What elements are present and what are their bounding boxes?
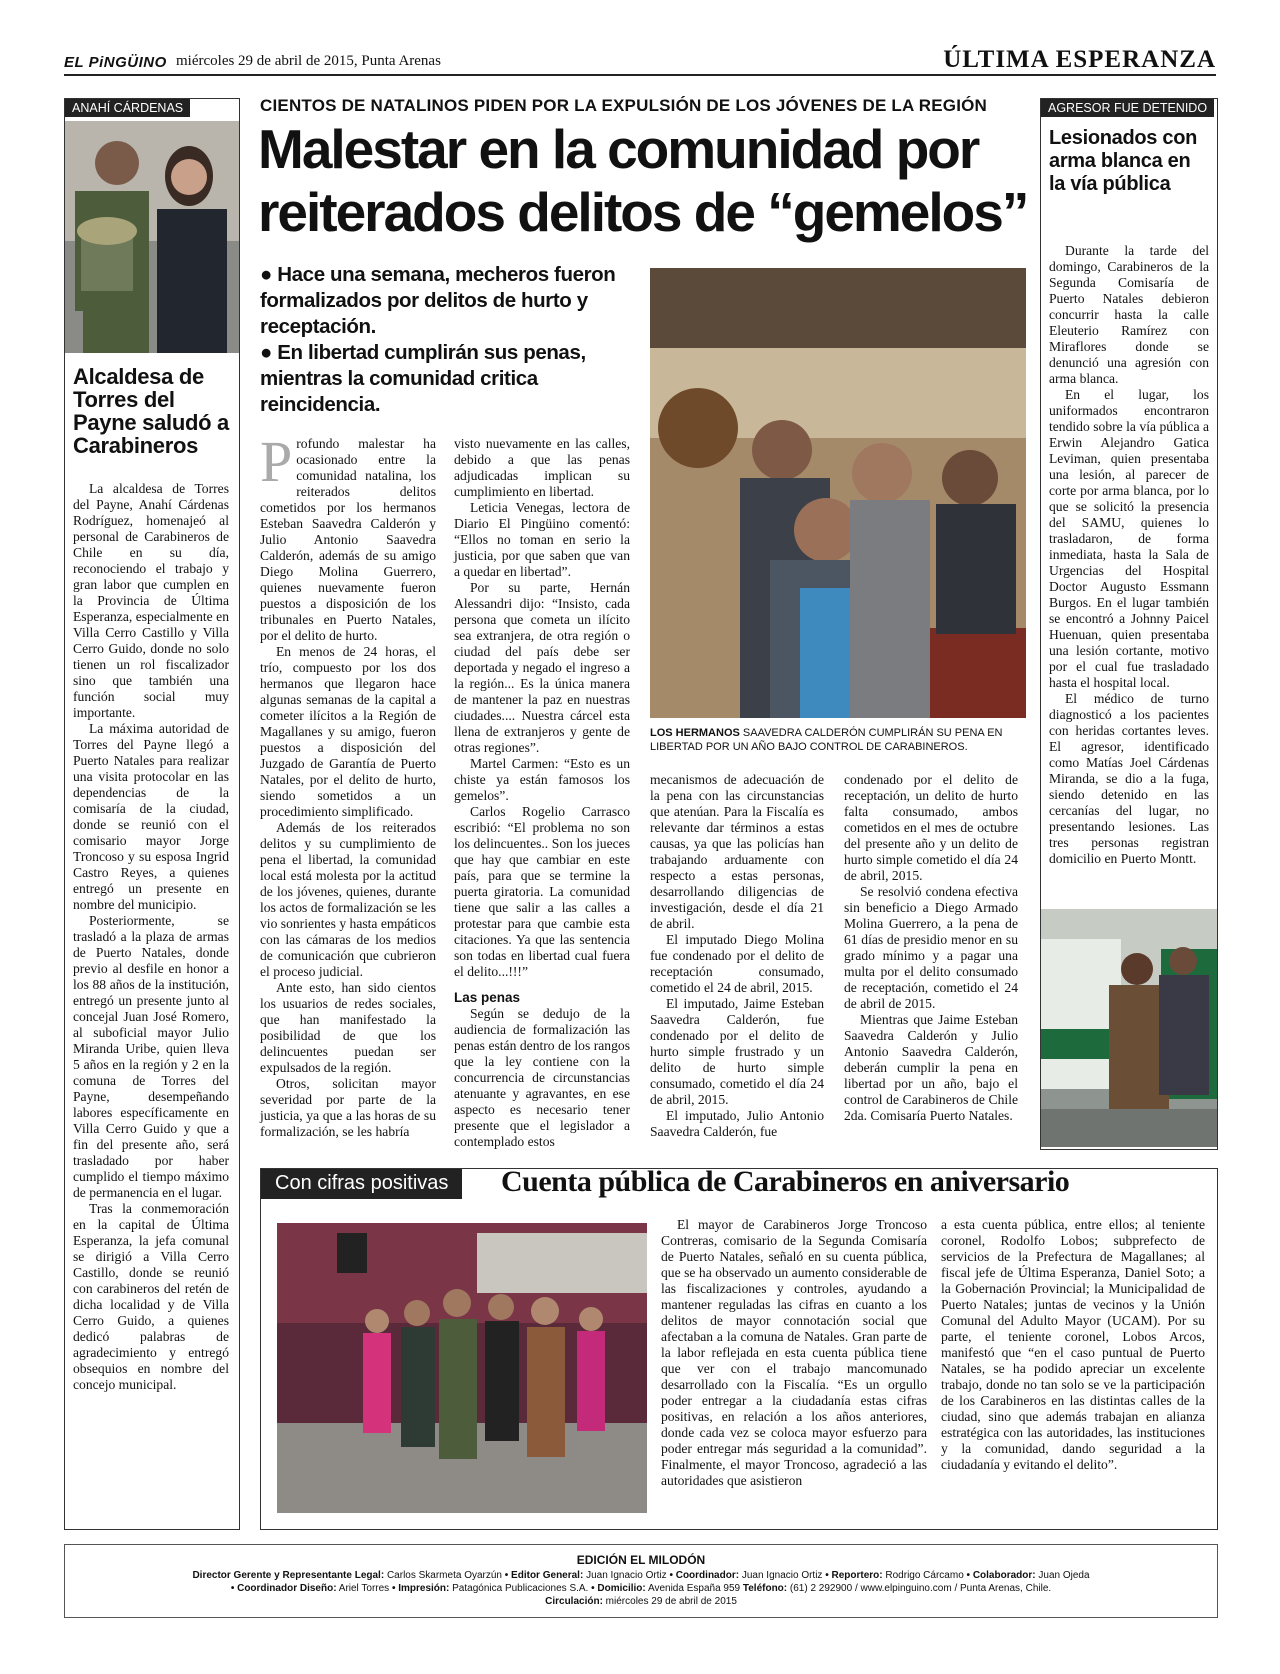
main-paragraph: Además de los reiterados delitos y su cumplimiento de pena el libertad, la comunidad local está molesta por la actitud de los jóvenes, quienes, durante los actos de formalización se les vio sonrientes y hasta empáticos con las cámaras de los medios de comunicación que cubrieron el proceso judicial. [260, 820, 436, 979]
bullet-item: ● En libertad cumplirán sus penas, mientras la comunidad critica reincidencia. [260, 341, 586, 416]
main-paragraph: condenado por el delito de receptación, un delito de hurto falta consumado, ambos cometidos en el mes de octubre del presente año y un delito de hurto simple cometido el día 24 de abril, 2015. [844, 772, 1018, 883]
bottom-paragraph: a esta cuenta pública, entre ellos; al teniente coronel, Rodolfo Lobos; subprefecto de servicios de la Prefectura de Magallanes; al fiscal jefe de Última Esperanza, Daniel Soto; a la Gobernación Provincial; la Municipalidad de Puerto Natales; juntas de vecinos y la Unión Comunal del Adulto Mayor (UCAM). Por su parte, el teniente coronel, Lobos Arcos, manifestó que “en el caso puntual de Puerto Natales, se ha podido apreciar un excelente trabajo, donde no tan solo se ve la participación de los Carabineros en las distintas calles de la ciudad, sino que además trabajan en alianza estratégica con las autoridades, las instituciones y la comunidad, dando seguridad a la ciudadanía y evitando el delito”. [941, 1217, 1205, 1472]
main-col-2 [454, 436, 630, 1150]
main-paragraph: El imputado, Jaime Esteban Saavedra Calderón, fue condenado por el delito de hurto simple frustrado y un delito de hurto simple consumado, cometido el día 24 de abril, 2015. [650, 996, 824, 1107]
bottom-paragraph: El mayor de Carabineros Jorge Troncoso Contreras, comisario de la Segunda Comisaría de Puerto Natales, señaló en su cuenta pública, que se ha observado un aumento considerable de las fiscalizaciones y controles, ayudando a mantener reguladas las cifras en cuanto a los delitos de mayor connotación social que afectaban a la comuna de Natales. Gran parte de la labor reflejada en esta cuenta pública tiene que ver con el trabajo mancomunado desarrollado con la Fiscalía. “Es un orgullo poder entregar a la ciudadanía estas cifras positivas, en relación a los años anteriores, donde cada vez se coloca mayor esfuerzo para poder entregar más seguridad a la comunidad”. Finalmente, el mayor Troncoso, agradeció a las autoridades que asistieron [661, 1217, 927, 1488]
alcaldesa-photo [65, 121, 239, 353]
left-body [73, 481, 229, 1393]
main-paragraph: mecanismos de adecuación de la pena con las circunstancias que atenúan. Para la Fiscalía es relevante dar términos a estas causas, ya que las policías han trabajando arduamente con respecto a estas personas, desarrollando diligencias de investigación, desde el día 21 de abril. [650, 772, 824, 931]
left-sidebar [64, 98, 240, 1530]
photo-illustration [65, 121, 239, 353]
left-title: Alcaldesa de Torres del Payne saludó a Carabineros [73, 364, 229, 458]
dateline: miércoles 29 de abril de 2015, Punta Arenas [176, 53, 441, 69]
main-paragraph: Mientras que Jaime Esteban Saavedra Calderón y Julio Antonio Saavedra Calderón, deberán cumplir la pena en libertad por un año, bajo el control de Carabineros de Chile 2da. Comisaría Puerto Natales. [844, 1012, 1018, 1123]
left-paragraph: La máxima autoridad de Torres del Payne llegó a Puerto Natales para realizar una visita protocolar en las dependencias de la comisaría de la ciudad, donde se reunió con el comisario mayor Jorge Troncoso y su esposa Ingrid Castro Reyes, a quienes entregó un presente en nombre del municipio. [73, 721, 229, 912]
main-paragraph: El imputado, Julio Antonio Saavedra Calderón, fue [650, 1108, 824, 1139]
right-paragraph: En el lugar, los uniformados encontraron tendido sobre la vía pública a Erwin Alejandro Gatica Leviman, quien presentaba una lesión, al parecer de corte por arma blanca, por lo que se solicitó la presencia del SAMU, quienes lo trasladaron, de forma inmediata, hasta la Sala de Urgencias del Hospital Doctor Augusto Essmann Burgos. En el lugar también se encontró a Johnny Paicel Huenuan, quien presentaba una lesión cortante, motivo por el cual fue trasladado hasta el hospital local. [1049, 387, 1209, 690]
masthead [64, 48, 1216, 76]
main-paragraph: En menos de 24 horas, el trío, compuesto por los dos hermanos que llegaron hace algunas semanas de la capital a cometer ilícitos a la Región de Magallanes y su amigo, fueron puestos a disposición del Juzgado de Garantía de Puerto Natales, por el delito de hurto, siendo sometidos a un procedimiento simplificado. [260, 644, 436, 819]
bottom-headline: Cuenta pública de Carabineros en aniversario [501, 1165, 1070, 1198]
main-col-1 [260, 429, 436, 1140]
footer [64, 1544, 1218, 1618]
main-paragraph: Carlos Rogelio Carrasco escribió: “El problema no son los delincuentes.. Son los jueces que hay que cambiar en este país, para que se termine la puerta giratoria. La comunidad tiene que salir a las calles a protestar para que cambie esta citaciones. Ya que las sentencia son todas en libertad cual fuera el delito...!!!” [454, 804, 630, 979]
main-paragraph: Según se dedujo de la audiencia de formalización las penas están dentro de los rangos que la ley contiene con la concurrencia de circunstancias atenuante y agravantes, en ese aspecto es necesario tener presente que el legislador a contemplado estos [454, 1006, 630, 1149]
main-paragraph: Otros, solicitan mayor severidad por parte de la justicia, ya que a las horas de su formalización, se les habría [260, 1076, 436, 1139]
main-paragraph: visto nuevamente en las calles, debido a que las penas adjudicadas implican su cumplimiento en libertad. [454, 436, 630, 499]
bottom-col-2 [941, 1217, 1205, 1473]
main-kicker: CIENTOS DE NATALINOS PIDEN POR LA EXPULSIÓN DE LOS JÓVENES DE LA REGIÓN [260, 96, 988, 115]
photo-illustration [277, 1223, 647, 1513]
right-sidebar [1040, 98, 1218, 1150]
paper-logo: EL PiNGÜINO [64, 54, 167, 71]
subhead-penas: Las penas [454, 990, 521, 1005]
main-paragraph: El imputado Diego Molina fue condenado por el delito de receptación consumado, cometido el 24 de abril, 2015. [650, 932, 824, 995]
right-paragraph: El médico de turno diagnosticó a los pacientes con heridas cortantes leves. El agresor, identificado como Matías Joel Cárdenas Miranda, se dio a la fuga, siendo detenido en las cercanías del lugar, no presentando lesiones. Las tres personas registran domicilio en Puerto Montt. [1049, 691, 1209, 866]
bottom-kicker: Con cifras positivas [261, 1169, 462, 1199]
main-paragraph: Ante esto, han sido cientos los usuarios de redes sociales, que han manifestado la posibilidad de que los delincuentes puedan ser expulsados de la región. [260, 980, 436, 1075]
section-title: ÚLTIMA ESPERANZA [943, 46, 1216, 73]
footer-line-1: Director Gerente y Representante Legal: Carlos Skarmeta Oyarzún • Editor General: Juan Ignacio Ortiz • Coordinador: Juan Ignacio Ortiz • Reportero: Rodrigo Cárcamo • Colaborador: Juan Ojeda [192, 1570, 1090, 1581]
bottom-col-1 [661, 1217, 927, 1489]
main-paragraph: rofundo malestar ha ocasionado entre la comunidad natalina, los reiterados delitos cometidos por los hermanos Esteban Saavedra Calderón y Julio Antonio Saavedra Calderón, además de su amigo Diego Molina Guerrero, quienes nuevamente fueron puestos a disposición de los tribunales en Puerto Natales, por el delito de hurto. [260, 436, 436, 643]
main-paragraph: Por su parte, Hernán Alessandri dijo: “Insisto, cada persona que cometa un ilícito sea extranjera, de otra región o ciudad del país debe ser deportada y negado el ingreso a la región... Es la única manera de mantener la paz en nuestras ciudades.... Nuestra cárcel esta llena de extranjeros y gente de otras regiones”. [454, 580, 630, 755]
right-kicker: AGRESOR FUE DETENIDO [1041, 99, 1214, 117]
main-col-4 [844, 772, 1018, 1124]
footer-line-2: • Coordinador Diseño: Ariel Torres • Impresión: Patagónica Publicaciones S.A. • Domicilio: Avenida España 959 Teléfono: (61) 2 292900 / www.elpinguino.com / Punta Arenas, Chile. [230, 1583, 1052, 1594]
right-title: Lesionados con arma blanca en la vía pública [1049, 127, 1198, 195]
photo-caption: LOS HERMANOS SAAVEDRA CALDERÓN CUMPLIRÁN SU PENA EN LIBERTAD POR UN AÑO BAJO CONTROL DE CARABINEROS. [650, 727, 1003, 753]
bottom-story [260, 1165, 1218, 1530]
right-paragraph: Durante la tarde del domingo, Carabineros de la Segunda Comisaría de Puerto Natales debieron concurrir hasta la calle Eleuterio Ramírez con Miraflores donde se denunció una agresión con arma blanca. [1049, 243, 1209, 386]
ceremony-photo [277, 1223, 647, 1513]
bullet-dot-icon: ● [260, 263, 278, 286]
right-body [1049, 243, 1209, 867]
left-paragraph: Tras la conmemoración en la capital de Última Esperanza, la jefa comunal se dirigió a Villa Cerro Castillo, donde se reunió con carabineros del retén de dicha localidad y de Villa Cerro Guido, a quienes dedicó palabras de agradecimiento y entregó obsequios en nombre del concejo municipal. [73, 1201, 229, 1392]
dropcap: P [260, 429, 293, 494]
left-paragraph: La alcaldesa de Torres del Payne, Anahí Cárdenas Rodríguez, homenajeó al personal de Carabineros de Chile en su día, reconociendo el trabajo y gran labor que cumplen en la Provincia de Última Esperanza, especialmente en Villa Cerro Castillo y Villa Cerro Guido, donde no solo tienen un rol fiscalizador sino que también una función social muy importante. [73, 481, 229, 720]
main-headline: Malestar en la comunidad por reiterados delitos de “gemelos” [258, 118, 1028, 243]
main-paragraph: Martel Carmen: “Esto es un chiste ya están famosos los gemelos”. [454, 756, 630, 803]
ambulance-photo [1041, 909, 1217, 1147]
left-paragraph: Posteriormente, se trasladó a la plaza de armas de Puerto Natales, donde previo al desfile en honor a los 88 años de la institución, entregó un presente junto al concejal Juan José Romero, al suboficial mayor Julio Miranda Uribe, quien lleva 5 años en la región y 2 en la comuna de Torres del Payne, desempeñando labores específicamente en Villa Cerro Guido y que a fin del presente año, será trasladado por haber cumplido el tiempo máximo de permanencia en el lugar. [73, 913, 229, 1200]
main-bullets [260, 262, 620, 418]
main-paragraph: Se resolvió condena efectiva sin beneficio a Diego Armado Molina Guerrero, a la pena de 61 días de presidio menor en su grado mínimo y a pagar una multa por el delito consumado de receptación, cometido el 24 de abril de 2015. [844, 884, 1018, 1011]
footer-title: EDICIÓN EL MILODÓN [576, 1553, 706, 1567]
bullet-item: ● Hace una semana, mecheros fueron formalizados por delitos de hurto y receptación. [260, 263, 616, 338]
footer-line-3: Circulación: miércoles 29 de abril de 2015 [545, 1596, 737, 1607]
main-paragraph: Leticia Venegas, lectora de Diario El Pingüino comentó: “Ellos no toman en serio la justicia, por que saben que van a quedar en libertad”. [454, 500, 630, 579]
left-kicker: ANAHÍ CÁRDENAS [65, 99, 190, 117]
photo-illustration [1041, 909, 1217, 1147]
brothers-photo [650, 268, 1026, 718]
main-col-3 [650, 772, 824, 1140]
photo-illustration [650, 268, 1026, 718]
bullet-dot-icon: ● [260, 341, 278, 364]
